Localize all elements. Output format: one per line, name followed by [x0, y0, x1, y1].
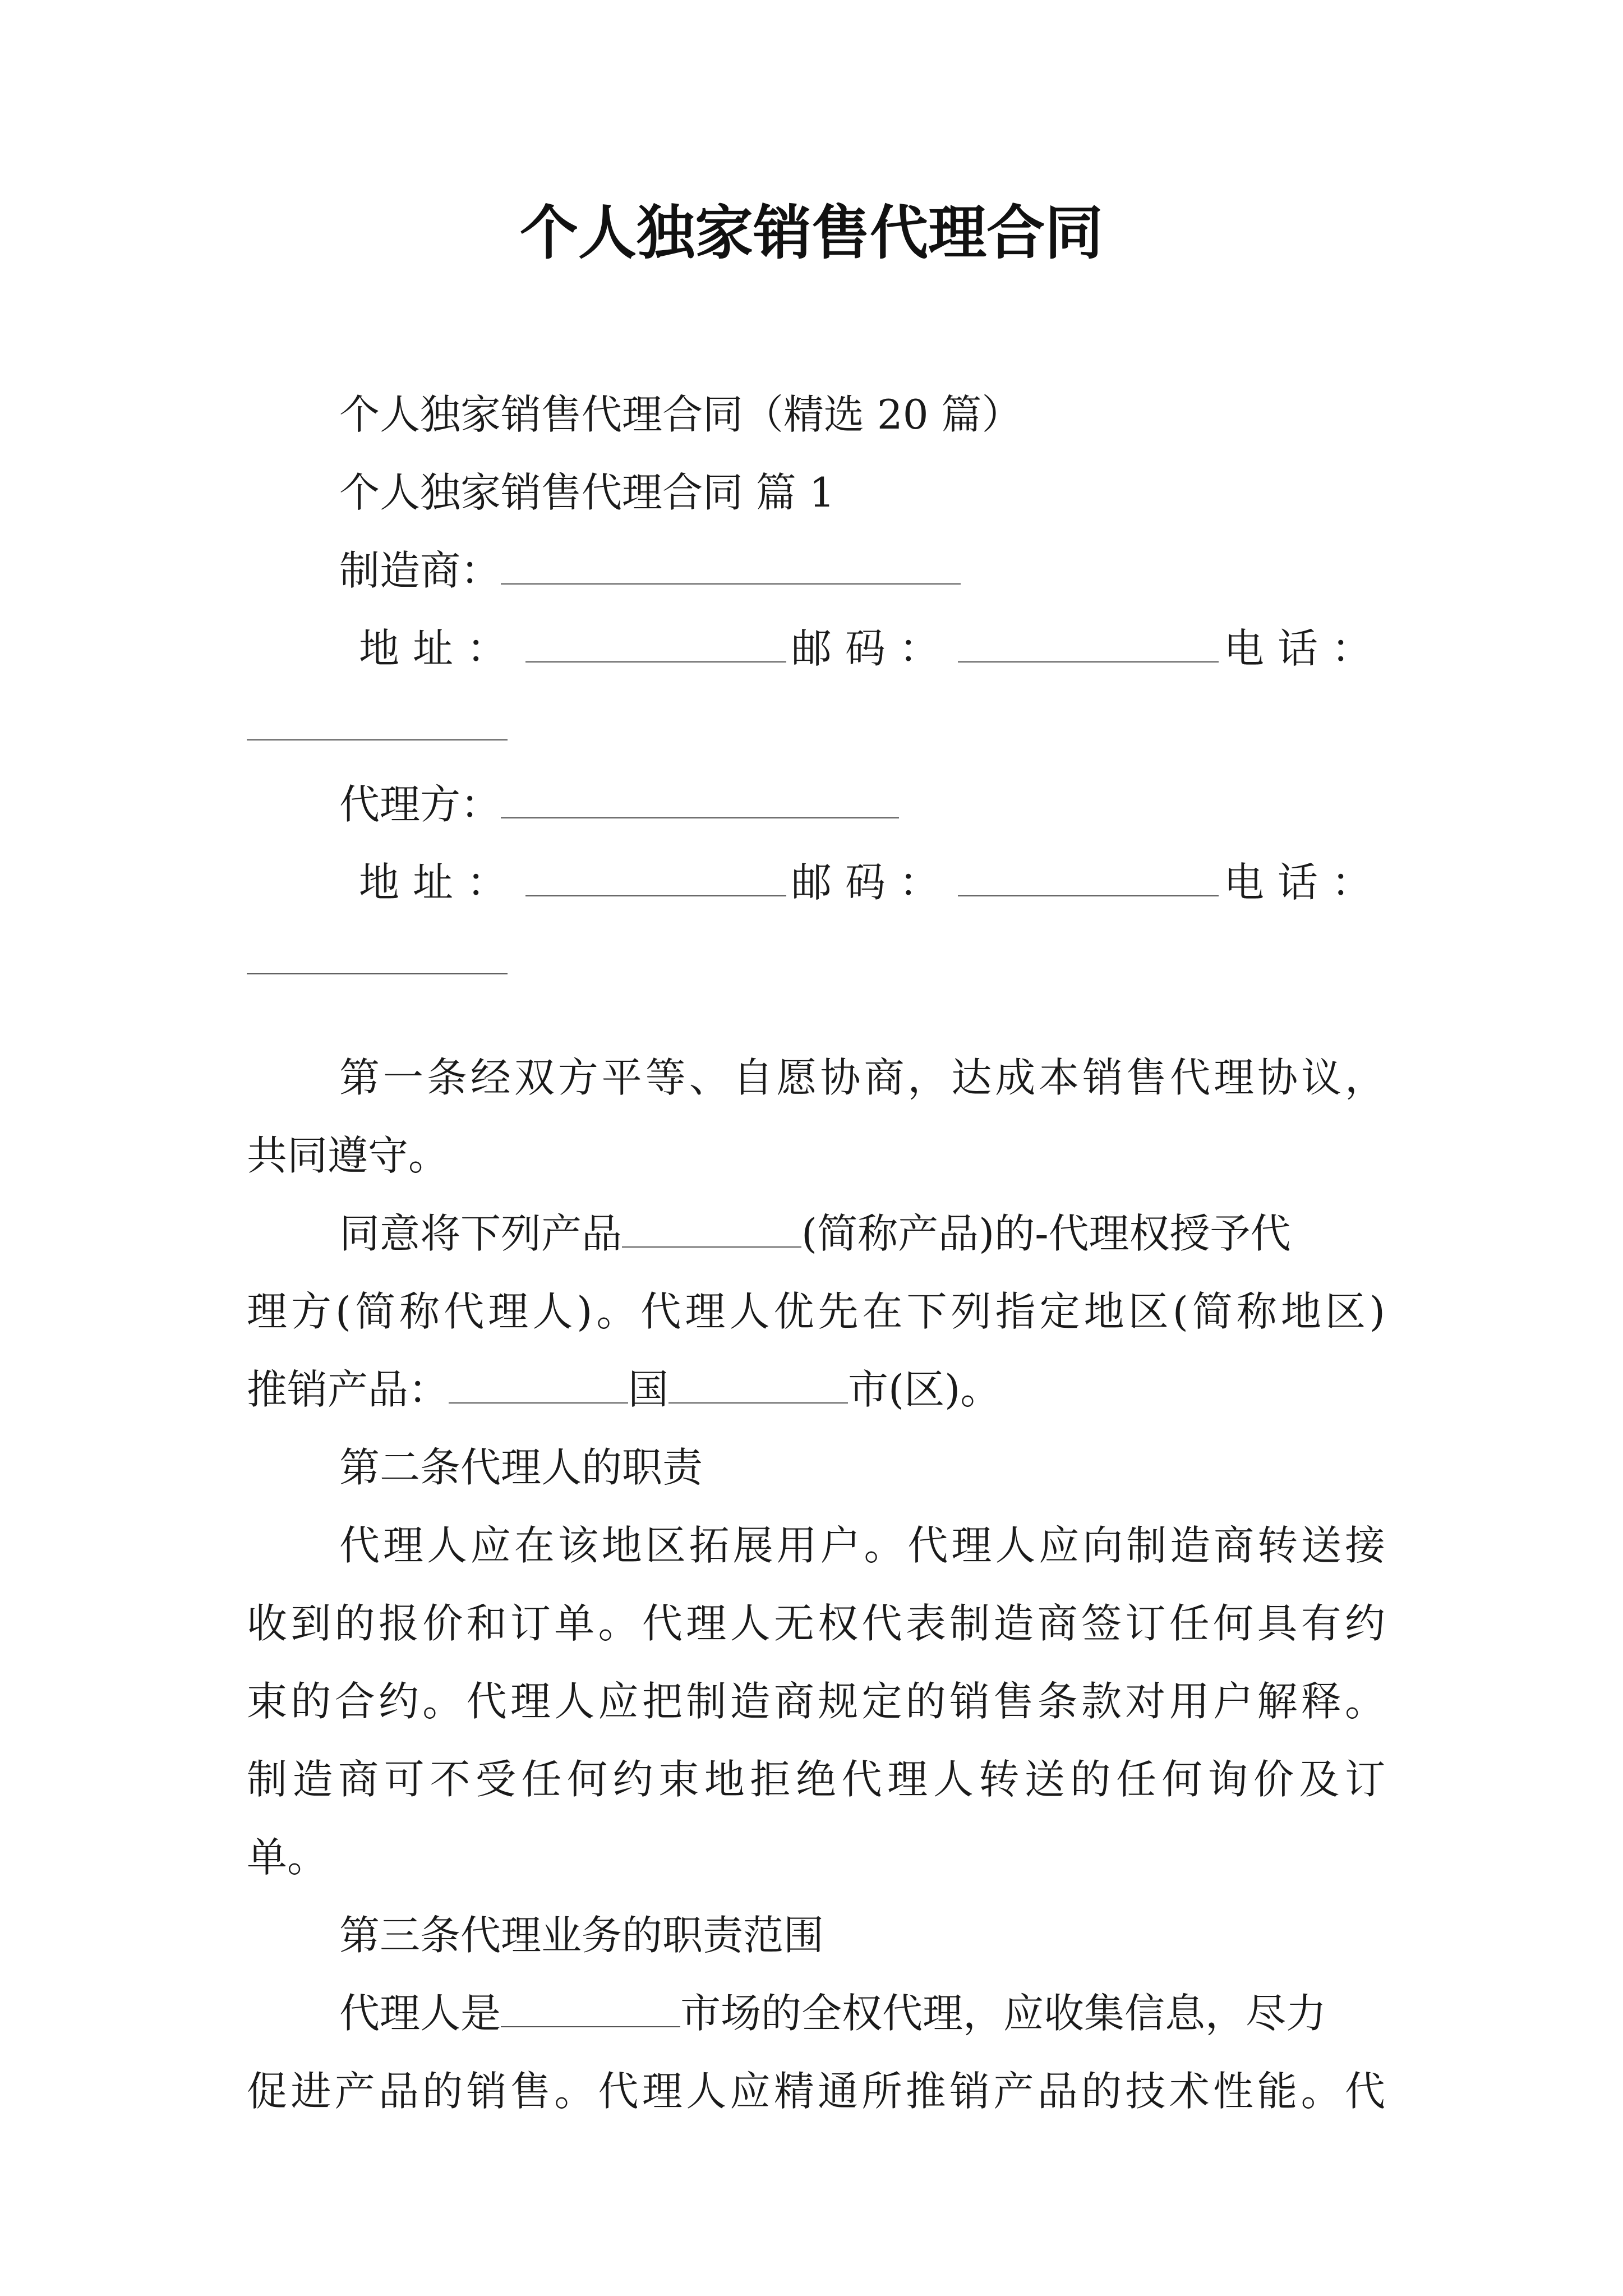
phone-label: 电话：: [1223, 859, 1385, 906]
product-blank[interactable]: [622, 1212, 801, 1248]
manufacturer-label: 制造商：: [339, 547, 501, 594]
agent-blank[interactable]: [501, 783, 899, 818]
manufacturer-phone-row: [247, 688, 1385, 766]
section-heading: 个人独家销售代理合同 篇 1: [339, 469, 835, 516]
country-blank[interactable]: [449, 1368, 628, 1404]
paragraph-text: 市场的全权代理，应收集信息，尽力: [680, 1990, 1327, 2037]
paragraph-text: 国: [628, 1366, 669, 1413]
agent-row: [247, 766, 1385, 844]
paragraph-line: 收到的报价和订单。代理人无权代表制造商签订任何具有约: [247, 1600, 1385, 1647]
paragraph-line: 制造商可不受任何约束地拒绝代理人转送的任何询价及订: [247, 1756, 1385, 1803]
spacer: [247, 1000, 1385, 1039]
paragraph-line: 第一条经双方平等、自愿协商，达成本销售代理协议，: [339, 1054, 1385, 1101]
article-heading: 第二条代理人的职责: [339, 1444, 703, 1491]
city-blank[interactable]: [668, 1368, 848, 1404]
manufacturer-address-blank[interactable]: [525, 627, 786, 662]
postcode-label: 邮码：: [791, 859, 953, 906]
document-subtitle: 个人独家销售代理合同（精选 20 篇）: [339, 391, 1022, 438]
manufacturer-contact-row: [247, 610, 1385, 688]
paragraph-line: 共同遵守。: [247, 1132, 449, 1179]
postcode-label: 邮码：: [791, 625, 953, 672]
paragraph-line: 束的合约。代理人应把制造商规定的销售条款对用户解释。: [247, 1678, 1385, 1725]
agent-address-blank[interactable]: [525, 861, 786, 896]
paragraph-line: 代理人应在该地区拓展用户。代理人应向制造商转送接: [339, 1522, 1385, 1569]
document-body: [247, 376, 1385, 2131]
agent-phone-row: [247, 922, 1385, 1000]
paragraph-text: 市(区)。: [848, 1366, 1001, 1413]
paragraph-line: [247, 1351, 1385, 1429]
document-title: 个人独家销售代理合同: [519, 199, 1103, 267]
paragraph-line: [247, 1195, 1385, 1273]
address-label: 地址：: [359, 859, 521, 906]
article-heading: 第三条代理业务的职责范围: [339, 1912, 824, 1959]
agent-contact-row: [247, 844, 1385, 922]
agent-postcode-blank[interactable]: [958, 861, 1219, 896]
manufacturer-blank[interactable]: [501, 549, 961, 585]
paragraph-text: (简称产品)的-代理权授予代: [801, 1210, 1291, 1257]
manufacturer-postcode-blank[interactable]: [958, 627, 1219, 662]
paragraph-text: 推销产品：: [247, 1366, 449, 1413]
market-blank[interactable]: [501, 1991, 680, 2027]
phone-label: 电话：: [1223, 625, 1385, 672]
paragraph-line: 理方(简称代理人)。代理人优先在下列指定地区(简称地区): [247, 1288, 1385, 1335]
paragraph-line: [247, 1975, 1385, 2053]
paragraph-line: 促进产品的销售。代理人应精通所推销产品的技术性能。代: [247, 2068, 1385, 2115]
manufacturer-phone-blank[interactable]: [247, 705, 508, 740]
paragraph-line: 单。: [247, 1834, 328, 1881]
agent-label: 代理方：: [339, 781, 501, 828]
paragraph-text: 代理人是: [339, 1990, 501, 2037]
agent-phone-blank[interactable]: [247, 938, 508, 974]
manufacturer-row: [247, 532, 1385, 610]
address-label: 地址：: [359, 625, 521, 672]
paragraph-text: 同意将下列产品: [339, 1210, 623, 1257]
